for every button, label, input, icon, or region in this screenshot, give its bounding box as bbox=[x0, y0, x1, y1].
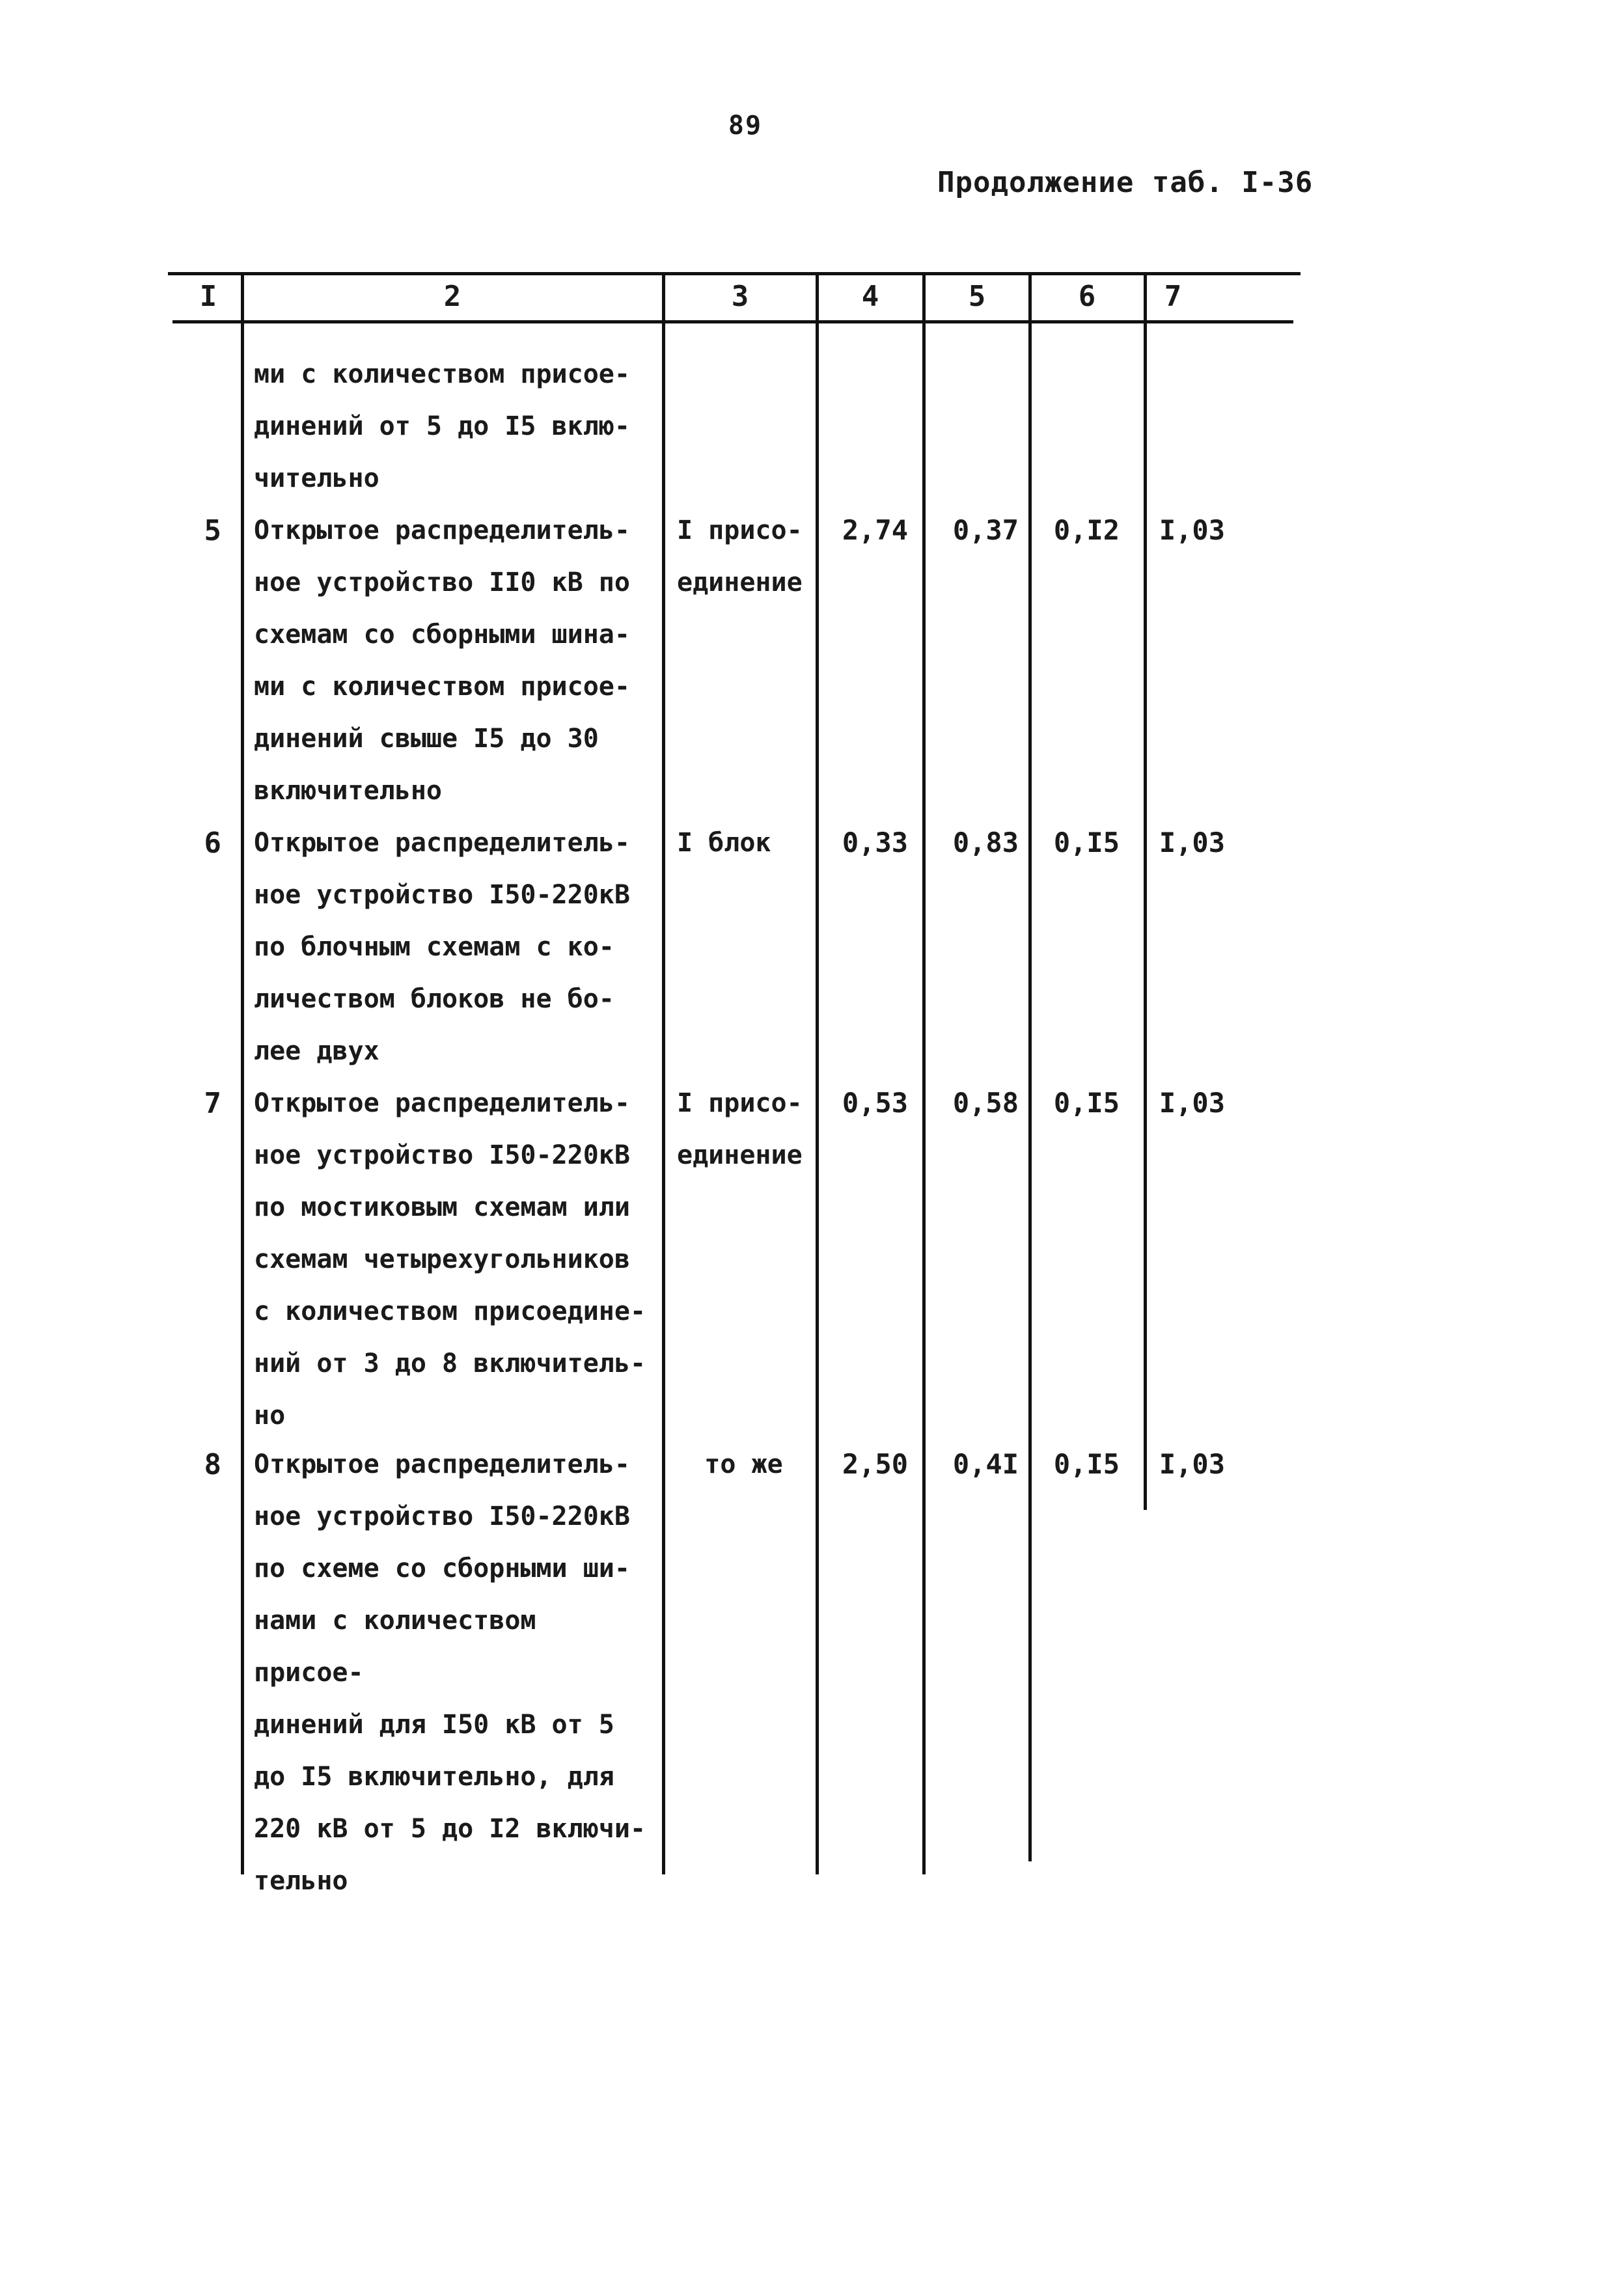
row-value-col6: 0,I5 bbox=[1053, 1448, 1120, 1480]
column-divider-5 bbox=[1028, 273, 1032, 1861]
row-value-col6: 0,I5 bbox=[1053, 1087, 1120, 1119]
row-number: 7 bbox=[204, 1087, 221, 1120]
row-number: 5 bbox=[204, 514, 221, 547]
row-value-col5: 0,4I bbox=[952, 1448, 1019, 1480]
header-col-6: 6 bbox=[1078, 280, 1096, 313]
row-value-col7: I,03 bbox=[1159, 827, 1225, 858]
row-description: Открытое распределитель- ное устройство I50-220кВ по мостиковым схемам или схемам четырехугольников с количеством присоедине- ний от 3 до 8 включитель- но bbox=[254, 1088, 646, 1431]
row-description: Открытое распределитель- ное устройство I50-220кВ по схеме со сборными ши- нами с количеством присое- динений для I50 кВ от 5 до I5 включительно, для 220 кВ от 5 до I2 включи- тельно bbox=[254, 1449, 646, 1896]
row-value-col7: I,03 bbox=[1159, 1448, 1225, 1480]
lead-description: ми с количеством присое- динений от 5 до I5 вклю- чительно bbox=[254, 359, 630, 493]
header-col-4: 4 bbox=[861, 280, 879, 313]
header-col-1: I bbox=[199, 280, 217, 313]
row-description: Открытое распределитель- ное устройство II0 кВ по схемам со сборными шина- ми с количеством присое- динений свыше I5 до 30 включительно bbox=[254, 515, 630, 806]
row-number: 6 bbox=[204, 827, 221, 860]
column-divider-3 bbox=[816, 273, 819, 1874]
row-description: Открытое распределитель- ное устройство I50-220кВ по блочным схемам с ко- личеством блоков не бо- лее двух bbox=[254, 828, 630, 1066]
row-number: 8 bbox=[204, 1448, 221, 1481]
header-col-3: 3 bbox=[731, 280, 749, 313]
row-unit: I присо- единение bbox=[677, 515, 803, 597]
row-unit: то же bbox=[704, 1449, 783, 1479]
row-value-col4: 2,74 bbox=[842, 514, 908, 546]
row-value-col5: 0,37 bbox=[952, 514, 1019, 546]
header-col-2: 2 bbox=[443, 280, 461, 313]
row-value-col5: 0,83 bbox=[952, 827, 1019, 858]
table-header-rule bbox=[172, 320, 1293, 323]
row-value-col6: 0,I5 bbox=[1053, 827, 1120, 858]
column-divider-6 bbox=[1144, 273, 1147, 1510]
row-unit: I присо- единение bbox=[677, 1088, 803, 1170]
row-unit: I блок bbox=[677, 828, 771, 858]
row-value-col5: 0,58 bbox=[952, 1087, 1019, 1119]
row-value-col4: 0,33 bbox=[842, 827, 908, 858]
row-value-col4: 0,53 bbox=[842, 1087, 908, 1119]
row-value-col7: I,03 bbox=[1159, 1087, 1225, 1119]
row-value-col4: 2,50 bbox=[842, 1448, 908, 1480]
row-value-col6: 0,I2 bbox=[1053, 514, 1120, 546]
header-col-7: 7 bbox=[1164, 280, 1182, 313]
continuation-title: Продолжение таб. I-36 bbox=[937, 166, 1314, 199]
column-divider-1 bbox=[241, 273, 244, 1874]
table-top-rule bbox=[168, 272, 1301, 275]
header-col-5: 5 bbox=[968, 280, 986, 313]
page-number: 89 bbox=[728, 111, 763, 141]
row-value-col7: I,03 bbox=[1159, 514, 1225, 546]
column-divider-2 bbox=[662, 273, 665, 1874]
column-divider-4 bbox=[922, 273, 926, 1874]
